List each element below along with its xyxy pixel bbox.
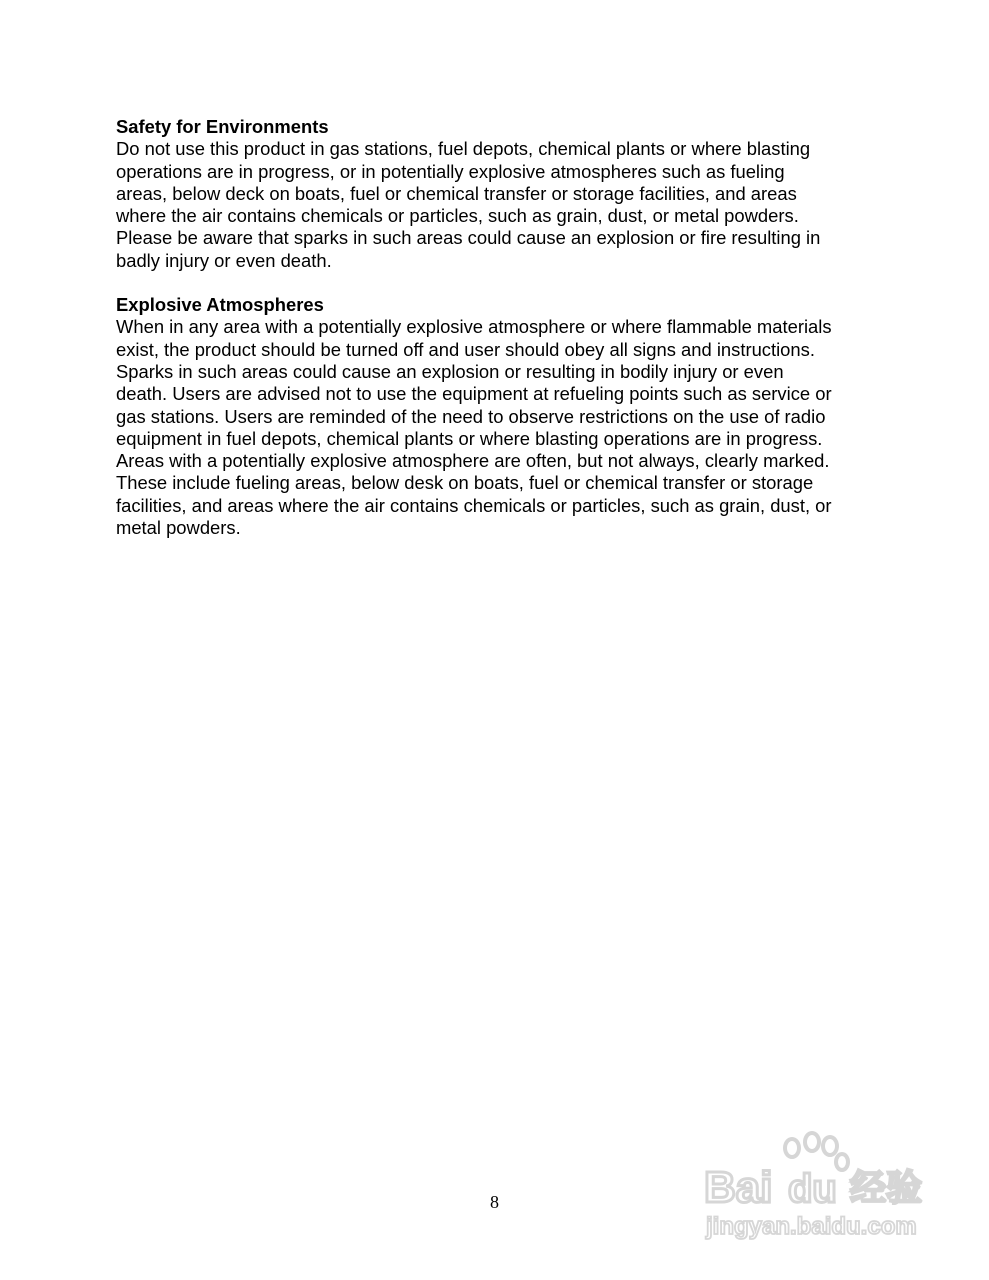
section-explosive-atmospheres bbox=[116, 294, 886, 539]
paragraph-line: death. Users are advised not to use the equipment at refueling points such as service or bbox=[116, 383, 832, 405]
document-body bbox=[116, 116, 886, 561]
paragraph-line: When in any area with a potentially explosive atmosphere or where flammable materials bbox=[116, 316, 832, 338]
page-number: 8 bbox=[490, 1192, 499, 1212]
watermark-url: jingyan.baidu.com bbox=[706, 1213, 917, 1240]
baidu-jingyan-watermark bbox=[700, 1130, 940, 1250]
paragraph-line: Please be aware that sparks in such areas could cause an explosion or fire resulting in bbox=[116, 227, 821, 249]
paragraph-line: These include fueling areas, below desk on boats, fuel or chemical transfer or storage bbox=[116, 472, 814, 494]
watermark-brand: Bai bbox=[704, 1163, 773, 1212]
paragraph-line: exist, the product should be turned off and user should obey all signs and instructions. bbox=[116, 338, 815, 360]
paragraph-line: gas stations. Users are reminded of the need to observe restrictions on the use of radio bbox=[116, 405, 826, 427]
paragraph-line: Areas with a potentially explosive atmosphere are often, but not always, clearly marked. bbox=[116, 450, 830, 472]
watermark-brand-du: du bbox=[788, 1167, 837, 1211]
section-heading: Explosive Atmospheres bbox=[116, 294, 324, 316]
paragraph-line: metal powders. bbox=[116, 517, 241, 539]
paragraph-line: where the air contains chemicals or particles, such as grain, dust, or metal powders. bbox=[116, 205, 799, 227]
paragraph-line: equipment in fuel depots, chemical plants or where blasting operations are in progress. bbox=[116, 427, 823, 449]
paragraph-line: facilities, and areas where the air contains chemicals or particles, such as grain, dust, or bbox=[116, 494, 832, 516]
paragraph-line: Do not use this product in gas stations, fuel depots, chemical plants or where blasting bbox=[116, 138, 811, 160]
section-paragraph bbox=[116, 138, 886, 272]
paragraph-line: Sparks in such areas could cause an explosion or resulting in bodily injury or even bbox=[116, 360, 784, 382]
paw-logo-icon bbox=[785, 1133, 848, 1170]
section-heading: Safety for Environments bbox=[116, 116, 329, 137]
section-paragraph bbox=[116, 316, 886, 539]
section-safety-environments bbox=[116, 116, 886, 272]
paragraph-line: badly injury or even death. bbox=[116, 249, 332, 271]
paragraph-line: areas, below deck on boats, fuel or chemical transfer or storage facilities, and areas bbox=[116, 182, 797, 204]
watermark-cn: 经验 bbox=[850, 1168, 923, 1209]
paragraph-line: operations are in progress, or in potentially explosive atmospheres such as fueling bbox=[116, 160, 785, 182]
